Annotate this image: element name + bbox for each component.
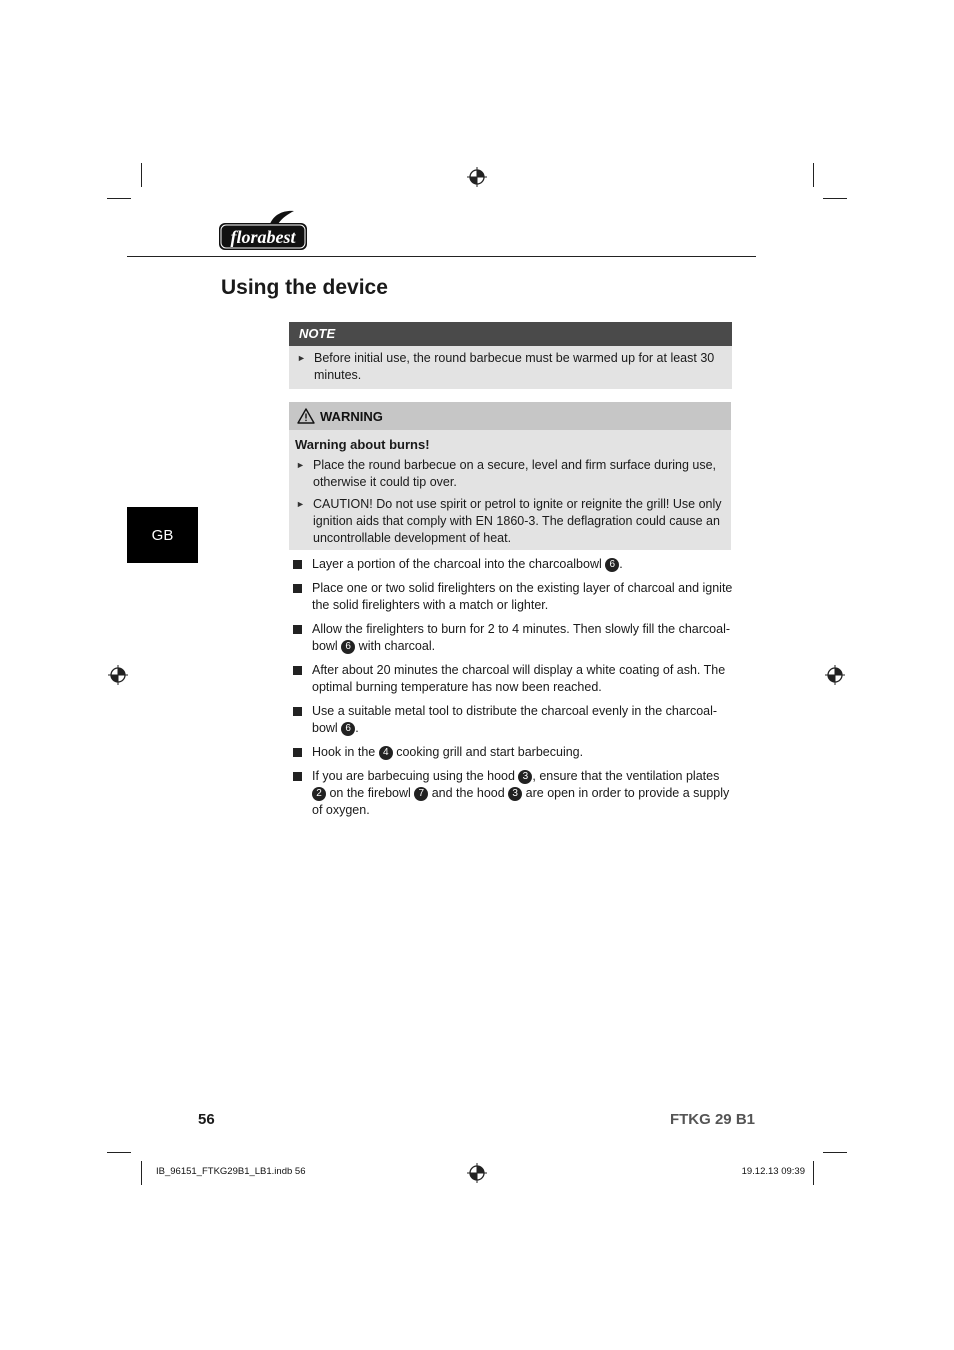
registration-mark-icon <box>825 665 845 685</box>
crop-mark <box>107 1152 131 1153</box>
header-rule <box>127 256 756 257</box>
language-tab: GB <box>127 507 198 563</box>
instruction-step <box>292 662 734 696</box>
square-bullet-icon <box>292 580 312 614</box>
step-text: If you are barbecuing using the hood 3 , ensure that the ventilation plates 2 on the firebowl 7 and the hood 3 are open in order to provide a supply of oxygen. <box>312 769 730 817</box>
crop-mark <box>823 198 847 199</box>
reference-number: 4 <box>379 746 393 760</box>
square-bullet-icon <box>292 621 312 655</box>
instruction-step <box>292 768 734 819</box>
warning-triangle-icon <box>297 408 315 424</box>
instruction-step <box>292 580 734 614</box>
square-bullet-icon <box>292 662 312 696</box>
step-text: Place one or two solid firelighters on the existing layer of charcoal and ignite the solid firelighters with a match or lighter. <box>312 581 733 612</box>
note-box <box>289 322 732 389</box>
note-item-text: Before initial use, the round barbecue must be warmed up for at least 30 minutes. <box>314 351 715 382</box>
triangle-bullet-icon: ► <box>296 460 305 470</box>
reference-number: 6 <box>341 722 355 736</box>
crop-mark <box>107 198 131 199</box>
triangle-bullet-icon: ► <box>296 499 305 509</box>
registration-mark-icon <box>108 665 128 685</box>
reference-number: 7 <box>414 787 428 801</box>
step-text: After about 20 minutes the charcoal will display a white coating of ash. The optimal burning temperature has now been reached. <box>312 663 726 694</box>
print-slug-file: IB_96151_FTKG29B1_LB1.indb 56 <box>156 1166 306 1177</box>
step-text: Layer a portion of the charcoal into the charcoalbowl 6 . <box>312 557 623 571</box>
page-number: 56 <box>198 1111 215 1128</box>
warning-item <box>296 496 723 547</box>
note-heading: NOTE <box>289 322 732 346</box>
reference-number: 2 <box>312 787 326 801</box>
florabest-logo <box>218 210 308 252</box>
crop-mark <box>813 163 814 187</box>
instruction-step <box>292 744 734 761</box>
crop-mark <box>813 1161 814 1185</box>
instruction-step <box>292 621 734 655</box>
reference-number: 6 <box>605 558 619 572</box>
page-title: Using the device <box>221 276 388 299</box>
registration-mark-icon <box>467 167 487 187</box>
triangle-bullet-icon: ► <box>297 353 306 363</box>
step-text: Allow the firelighters to burn for 2 to 4 minutes. Then slowly fill the charcoal-bowl 6 with charcoal. <box>312 622 731 653</box>
warning-header <box>289 402 731 430</box>
square-bullet-icon <box>292 744 312 761</box>
reference-number: 3 <box>518 770 532 784</box>
instruction-step <box>292 556 734 573</box>
square-bullet-icon <box>292 703 312 737</box>
crop-mark <box>823 1152 847 1153</box>
square-bullet-icon <box>292 768 312 819</box>
note-item <box>297 350 724 384</box>
crop-mark <box>141 163 142 187</box>
reference-number: 6 <box>341 640 355 654</box>
reference-number: 3 <box>508 787 522 801</box>
instruction-step <box>292 703 734 737</box>
crop-mark <box>141 1161 142 1185</box>
instruction-list <box>292 556 734 826</box>
square-bullet-icon <box>292 556 312 573</box>
warning-item-text: CAUTION! Do not use spirit or petrol to ignite or reignite the grill! Use only ignition aids that comply with EN 1860-3. The deflagration could cause an uncontrollable development of heat. <box>313 497 722 545</box>
warning-item <box>296 457 723 491</box>
step-text: Use a suitable metal tool to distribute the charcoal evenly in the charcoal-bowl 6 . <box>312 704 718 735</box>
registration-mark-icon <box>467 1163 487 1183</box>
logo-wordmark: florabest <box>230 227 296 247</box>
print-slug-date: 19.12.13 09:39 <box>741 1166 805 1177</box>
step-text: Hook in the 4 cooking grill and start barbecuing. <box>312 745 584 759</box>
warning-heading: WARNING <box>320 408 383 424</box>
warning-item-text: Place the round barbecue on a secure, level and firm surface during use, otherwise it could tip over. <box>313 458 717 489</box>
warning-subheading: Warning about burns! <box>295 437 430 452</box>
model-number: FTKG 29 B1 <box>669 1111 755 1128</box>
warning-box <box>289 402 731 550</box>
